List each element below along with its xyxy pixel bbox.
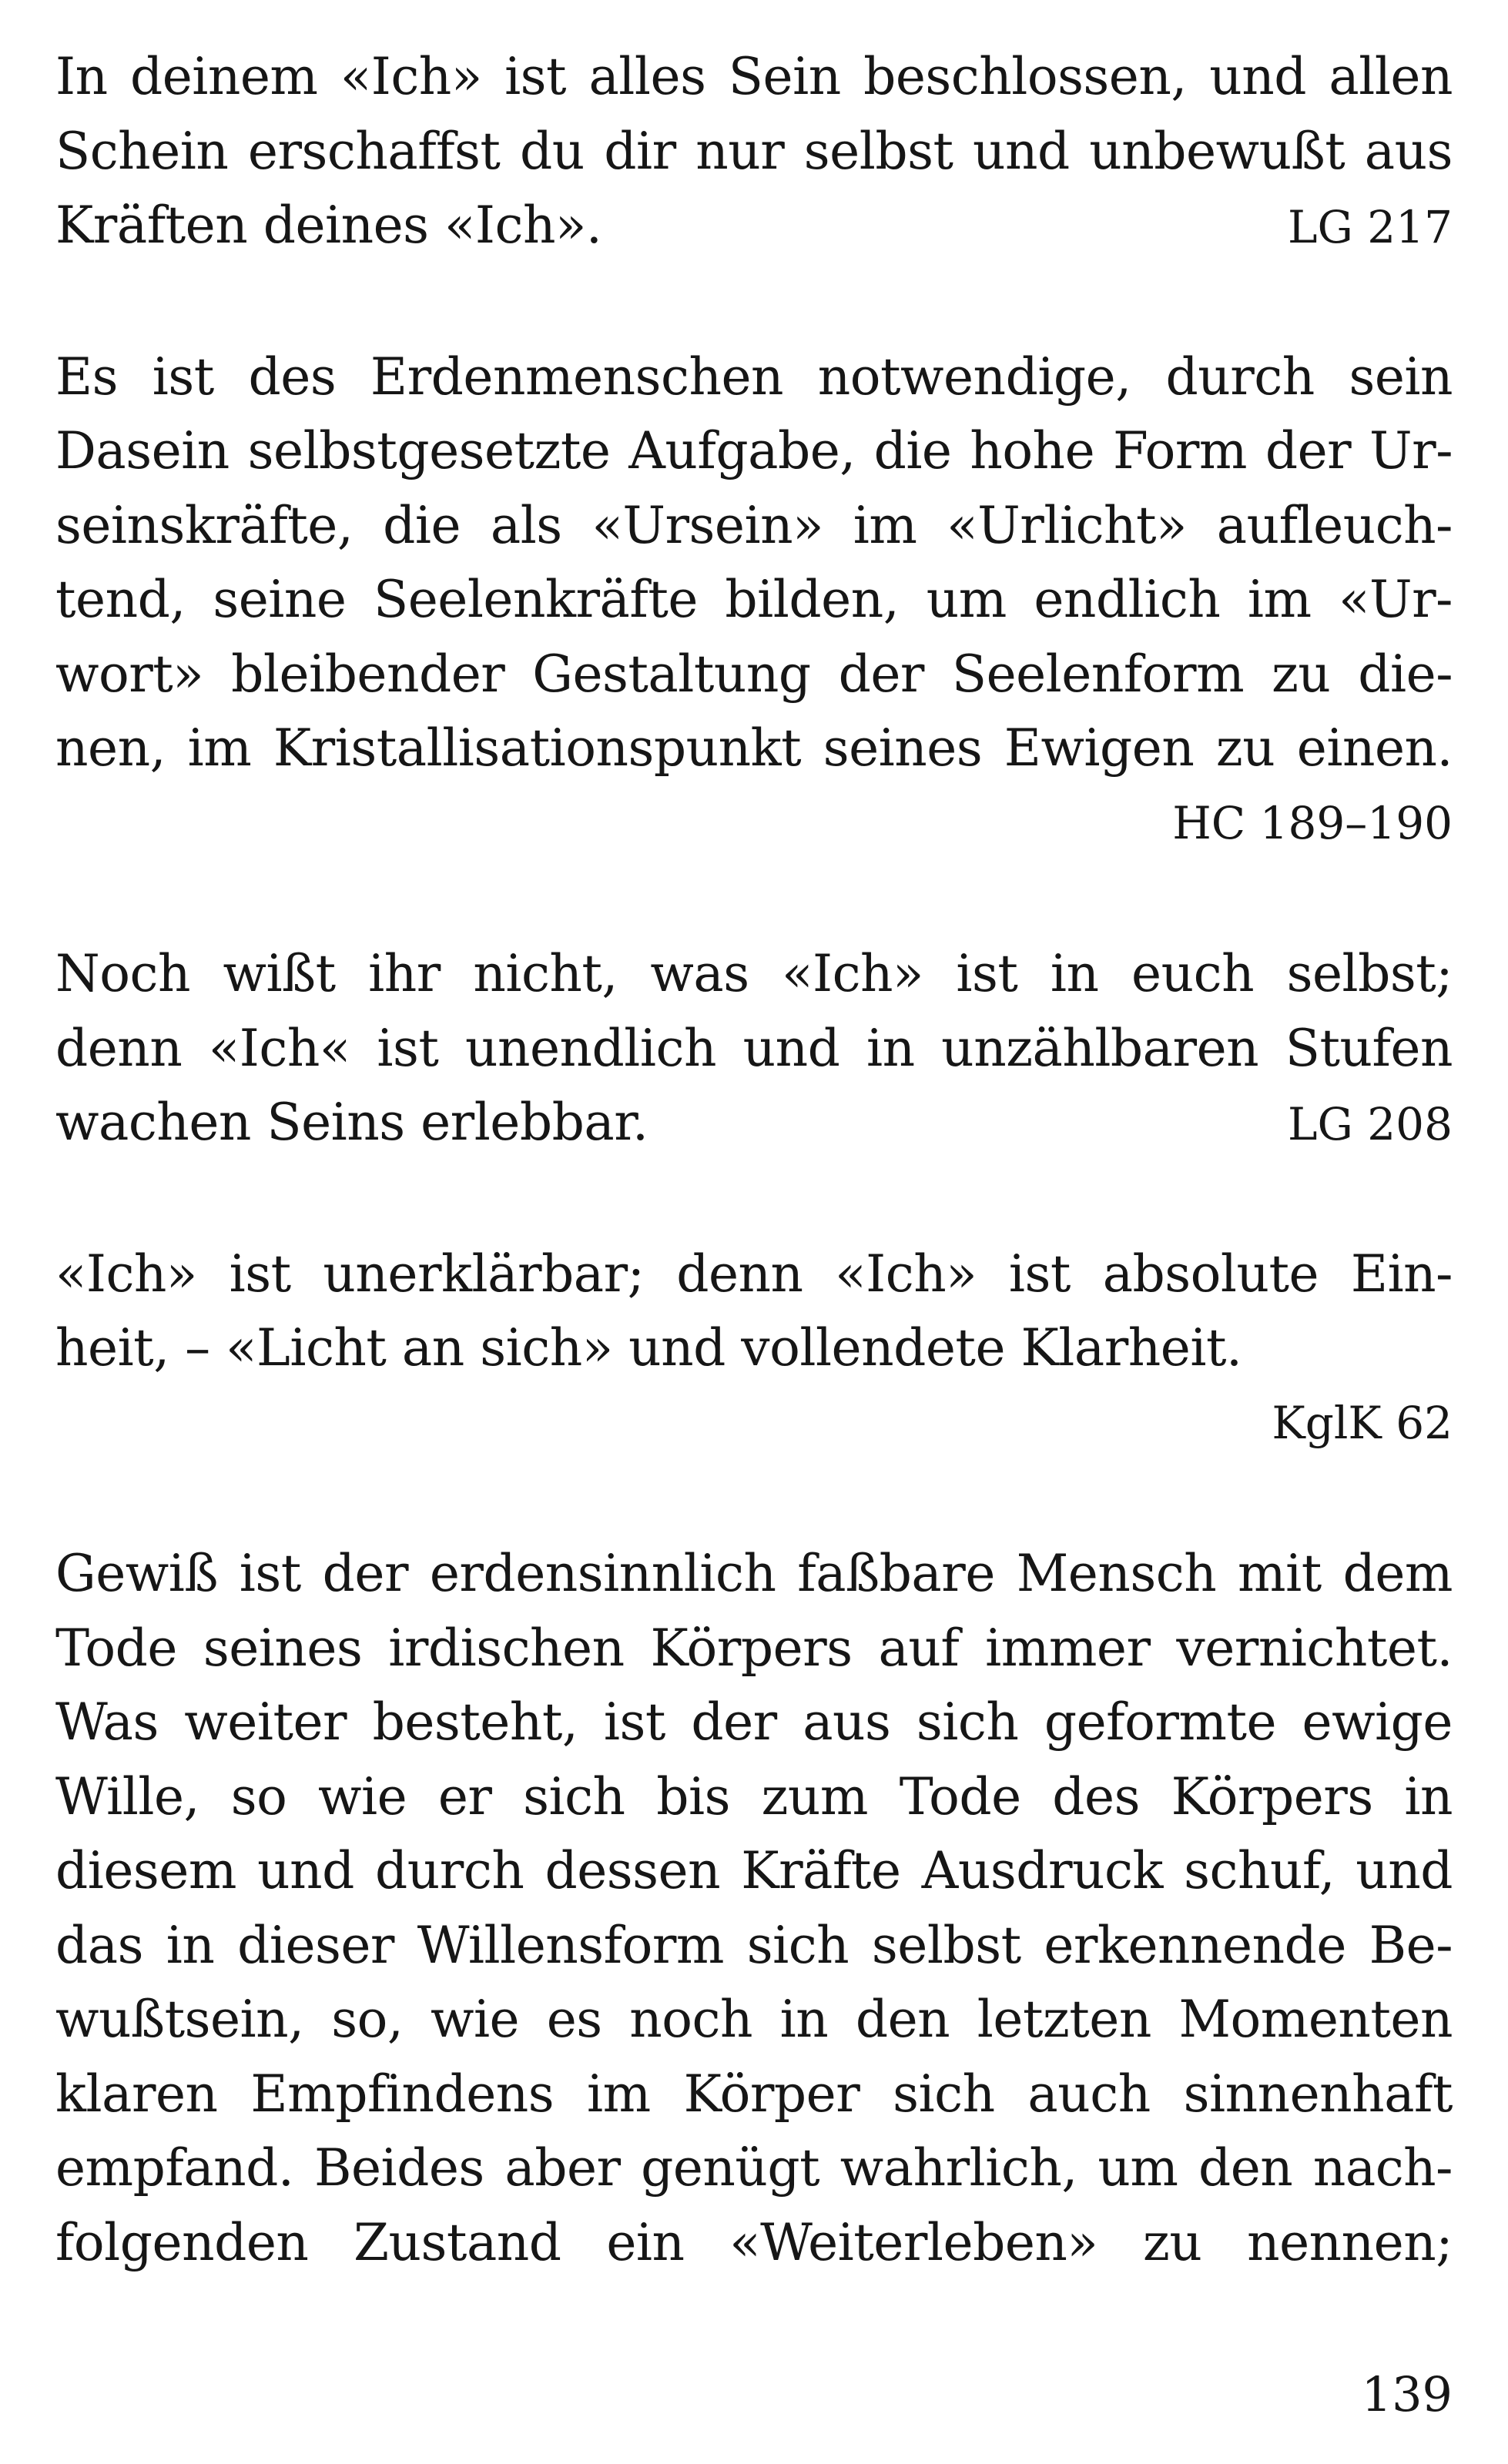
book-page <box>55 40 1453 2280</box>
quote-last-line-with-source <box>55 189 1453 263</box>
quote-line: empfand. Beides aber genügt wahrlich, um den nach- <box>55 2138 1453 2198</box>
quote-line: In deinem «Ich» ist alles Sein beschlossen, und allen <box>55 47 1453 106</box>
quote-line: Es ist des Erdenmenschen notwendige, durch sein <box>55 346 1453 407</box>
quote-2 <box>55 340 1453 861</box>
quote-4 <box>55 1237 1453 1461</box>
quote-line: seinskräfte, die als «Ursein» im «Urlicht» aufleuch- <box>55 495 1453 555</box>
quote-line: nen, im Kristallisationspunkt seines Ewigen zu einen. <box>55 718 1453 778</box>
quote-line: wachen Seins erlebbar. <box>55 1093 648 1152</box>
quote-line: diesem und durch dessen Kräfte Ausdruck schuf, und <box>55 1841 1453 1900</box>
quote-line: Schein erschaffst du dir nur selbst und unbewußt aus <box>55 121 1453 181</box>
quote-line: Tode seines irdischen Körpers auf immer vernichtet. <box>55 1618 1453 1678</box>
quote-line: folgenden Zustand ein «Weiterleben» zu nennen; <box>55 2212 1453 2272</box>
quote-line: Noch wißt ihr nicht, was «Ich» ist in euch selbst; <box>55 944 1453 1003</box>
quote-line: Wille, so wie er sich bis zum Tode des Körpers in <box>55 1766 1453 1826</box>
quote-line: klaren Empfindens im Körper sich auch sinnenhaft <box>55 2064 1453 2124</box>
quote-5 <box>55 1537 1453 2280</box>
source-reference: HC 189–190 <box>1172 796 1453 849</box>
paragraph-gap <box>55 263 1453 340</box>
quote-line: heit, – «Licht an sich» und vollendete Klarheit. <box>55 1318 1242 1378</box>
quote-1 <box>55 40 1453 263</box>
quote-line: denn «Ich« ist unendlich und in unzählbaren Stufen <box>55 1018 1453 1078</box>
source-reference: KglK 62 <box>1272 1396 1453 1449</box>
paragraph-gap <box>55 1460 1453 1537</box>
paragraph-gap <box>55 860 1453 937</box>
quote-line: wort» bleibender Gestaltung der Seelenform zu die- <box>55 644 1453 704</box>
quote-line: «Ich» ist unerklärbar; denn «Ich» ist absolute Ein- <box>55 1244 1453 1304</box>
quote-3 <box>55 937 1453 1160</box>
quote-last-line-with-source <box>55 1086 1453 1160</box>
source-reference: LG 208 <box>1288 1098 1453 1150</box>
page-number: 139 <box>1361 2366 1453 2422</box>
quote-line: tend, seine Seelenkräfte bilden, um endlich im «Ur- <box>55 570 1453 629</box>
quote-line: Dasein selbstgesetzte Aufgabe, die hohe Form der Ur- <box>55 421 1453 480</box>
source-reference: LG 217 <box>1288 201 1453 253</box>
quote-line: wußtsein, so, wie es noch in den letzten Momenten <box>55 1990 1453 2049</box>
quote-line: Kräften deines «Ich». <box>55 196 602 255</box>
quote-line: Was weiter besteht, ist der aus sich geformte ewige <box>55 1692 1453 1752</box>
quote-line: das in dieser Willensform sich selbst erkennende Be- <box>55 1915 1453 1975</box>
quote-line: Gewiß ist der erdensinnlich faßbare Mensch mit dem <box>55 1544 1453 1603</box>
paragraph-gap <box>55 1160 1453 1237</box>
